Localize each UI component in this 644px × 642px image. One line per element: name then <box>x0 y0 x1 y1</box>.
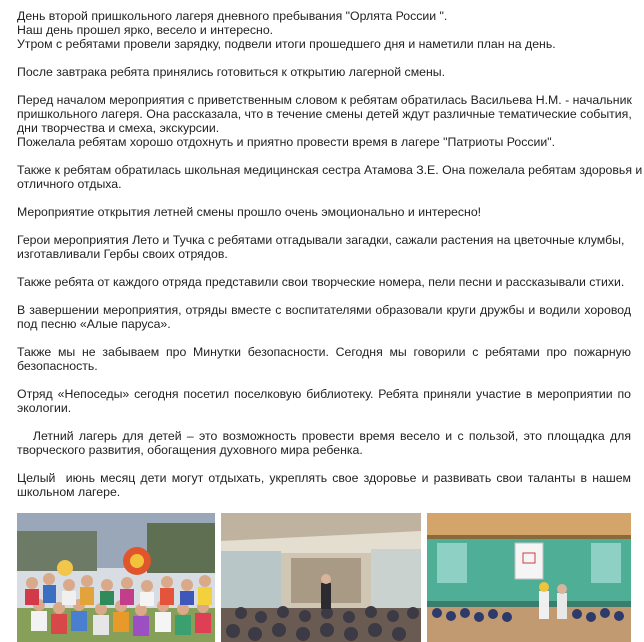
paragraph-library-2: экологии. <box>17 401 72 415</box>
paragraph-heroes-2: изготавливали Гербы своих отрядов. <box>17 247 228 261</box>
paragraph-safety-2: безопасность. <box>17 359 98 373</box>
paragraph-june-1: Целый июнь месяц дети могут отдыхать, укреплять свое здоровье и развивать свои таланты в нашем <box>17 471 631 485</box>
group-photo-image <box>17 513 215 642</box>
photo-assembly-hall[interactable] <box>221 513 421 642</box>
paragraph-june-2: школьном лагере. <box>17 485 121 499</box>
paragraph-breakfast: После завтрака ребята принялись готовиться к открытию лагерной смены. <box>17 65 446 79</box>
paragraph-director-2: пришкольного лагеря. Она рассказала, что в течение смены детей ждут различные тематические события, <box>17 107 632 121</box>
paragraph-director-3: дни творчества и смеха, экскурсии. <box>17 121 220 135</box>
photo-gallery <box>17 513 631 642</box>
paragraph-opening: Мероприятие открытия летней смены прошло очень эмоционально и интересно! <box>17 205 482 219</box>
paragraph-squads: Также ребята от каждого отряда представили свои творческие номера, пели песни и рассказывали стихи. <box>17 275 625 289</box>
intro-line-2: Наш день прошел ярко, весело и интересно. <box>17 23 274 37</box>
paragraph-friendship-1: В завершении мероприятия, отряды вместе с воспитателями образовали круги дружбы и водили хоровод <box>17 303 631 317</box>
paragraph-friendship-2: под песню «Алые паруса». <box>17 317 171 331</box>
article-body <box>17 9 643 499</box>
photo-gym-event[interactable] <box>427 513 631 642</box>
paragraph-director-4: Пожелала ребятам хорошо отдохнуть и приятно провести время в лагере "Патриоты России". <box>17 135 556 149</box>
paragraph-nurse-2: отличного отдыха. <box>17 177 122 191</box>
paragraph-heroes-1: Герои мероприятия Лето и Тучка с ребятами отгадывали загадки, сажали растения на цветочные клумбы, <box>17 233 625 247</box>
paragraph-director-1: Перед началом мероприятия с приветственным словом к ребятам обратилась Васильева Н.М. - начальник <box>17 93 632 107</box>
paragraph-safety-1: Также мы не забываем про Минутки безопасности. Сегодня мы говорили с ребятами про пожарную <box>17 345 631 359</box>
intro-line-1: День второй пришкольного лагеря дневного пребывания "Орлята России ". <box>17 9 448 23</box>
intro-line-3: Утром с ребятами провели зарядку, подвели итоги прошедшего дня и наметили план на день. <box>17 37 556 51</box>
paragraph-camp-2: творческого развития, обогащения духовного мира ребенка. <box>17 443 363 457</box>
gym-photo-image <box>427 513 631 642</box>
group-photo-outdoors[interactable] <box>17 513 215 642</box>
paragraph-nurse-1: Также к ребятам обратилась школьная медицинская сестра Атамова З.Е. Она пожелала ребятам здоровья и <box>17 163 643 177</box>
paragraph-library-1: Отряд «Непоседы» сегодня посетил поселковую библиотеку. Ребята приняли участие в мероприятии по <box>17 387 631 401</box>
paragraph-camp-1: Летний лагерь для детей – это возможность провести время весело и с пользой, это площадка для <box>17 429 632 443</box>
hall-photo-image <box>221 513 421 642</box>
